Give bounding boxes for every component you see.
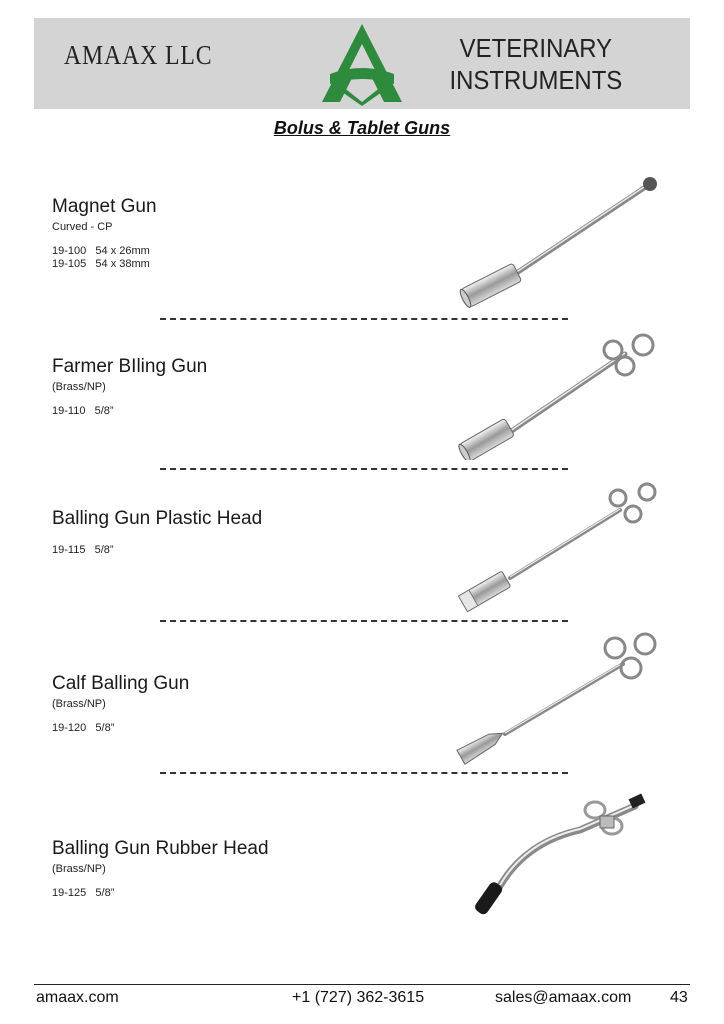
divider [160, 468, 568, 470]
catalog-title-line2: INSTRUMENTS [449, 65, 623, 95]
product-item [52, 196, 157, 271]
product-name: Balling Gun Rubber Head [52, 838, 269, 859]
product-name: Calf Balling Gun [52, 673, 190, 694]
product-code: 19-115 5/8” [52, 544, 114, 556]
product-item [52, 356, 207, 418]
product-code: 19-125 5/8” [52, 887, 115, 899]
divider [160, 620, 568, 622]
divider [160, 318, 568, 320]
footer-divider [34, 984, 690, 985]
product-subtitle: (Brass/NP) [52, 863, 106, 875]
magnet-gun-icon [455, 172, 665, 312]
product-codes [52, 405, 207, 418]
footer-website[interactable]: amaax.com [36, 989, 119, 1006]
product-codes [52, 544, 262, 557]
product-codes [52, 887, 269, 900]
divider [160, 772, 568, 774]
product-codes [52, 245, 157, 271]
product-code: 19-105 54 x 38mm [52, 258, 150, 270]
product-subtitle: (Brass/NP) [52, 698, 106, 710]
company-logo [318, 22, 406, 106]
product-item [52, 838, 269, 900]
product-name: Balling Gun Plastic Head [52, 508, 263, 529]
product-item [52, 673, 189, 735]
balling-gun-icon [455, 328, 665, 460]
balling-gun-plastic-head-icon [455, 478, 665, 614]
catalog-title [450, 32, 623, 96]
product-code: 19-110 5/8” [52, 405, 114, 417]
product-name: Magnet Gun [52, 196, 157, 217]
footer-email[interactable]: sales@amaax.com [495, 989, 632, 1006]
product-code: 19-120 5/8” [52, 722, 115, 734]
product-subtitle: (Brass/NP) [52, 381, 106, 393]
section-title: Bolus & Tablet Guns [273, 118, 451, 138]
footer-phone[interactable]: +1 (727) 362-3615 [292, 989, 425, 1006]
product-item [52, 508, 262, 557]
page-number: 43 [670, 989, 688, 1006]
product-subtitle: Curved - CP [52, 221, 113, 233]
page-header [34, 18, 690, 109]
company-name: AMAAX LLC [64, 40, 213, 70]
catalog-title-line1: VETERINARY [459, 33, 613, 63]
product-codes [52, 722, 189, 735]
product-name: Farmer BIling Gun [52, 356, 208, 377]
product-code: 19-100 54 x 26mm [52, 245, 150, 257]
calf-balling-gun-icon [455, 628, 665, 766]
balling-gun-rubber-head-icon [460, 782, 660, 922]
